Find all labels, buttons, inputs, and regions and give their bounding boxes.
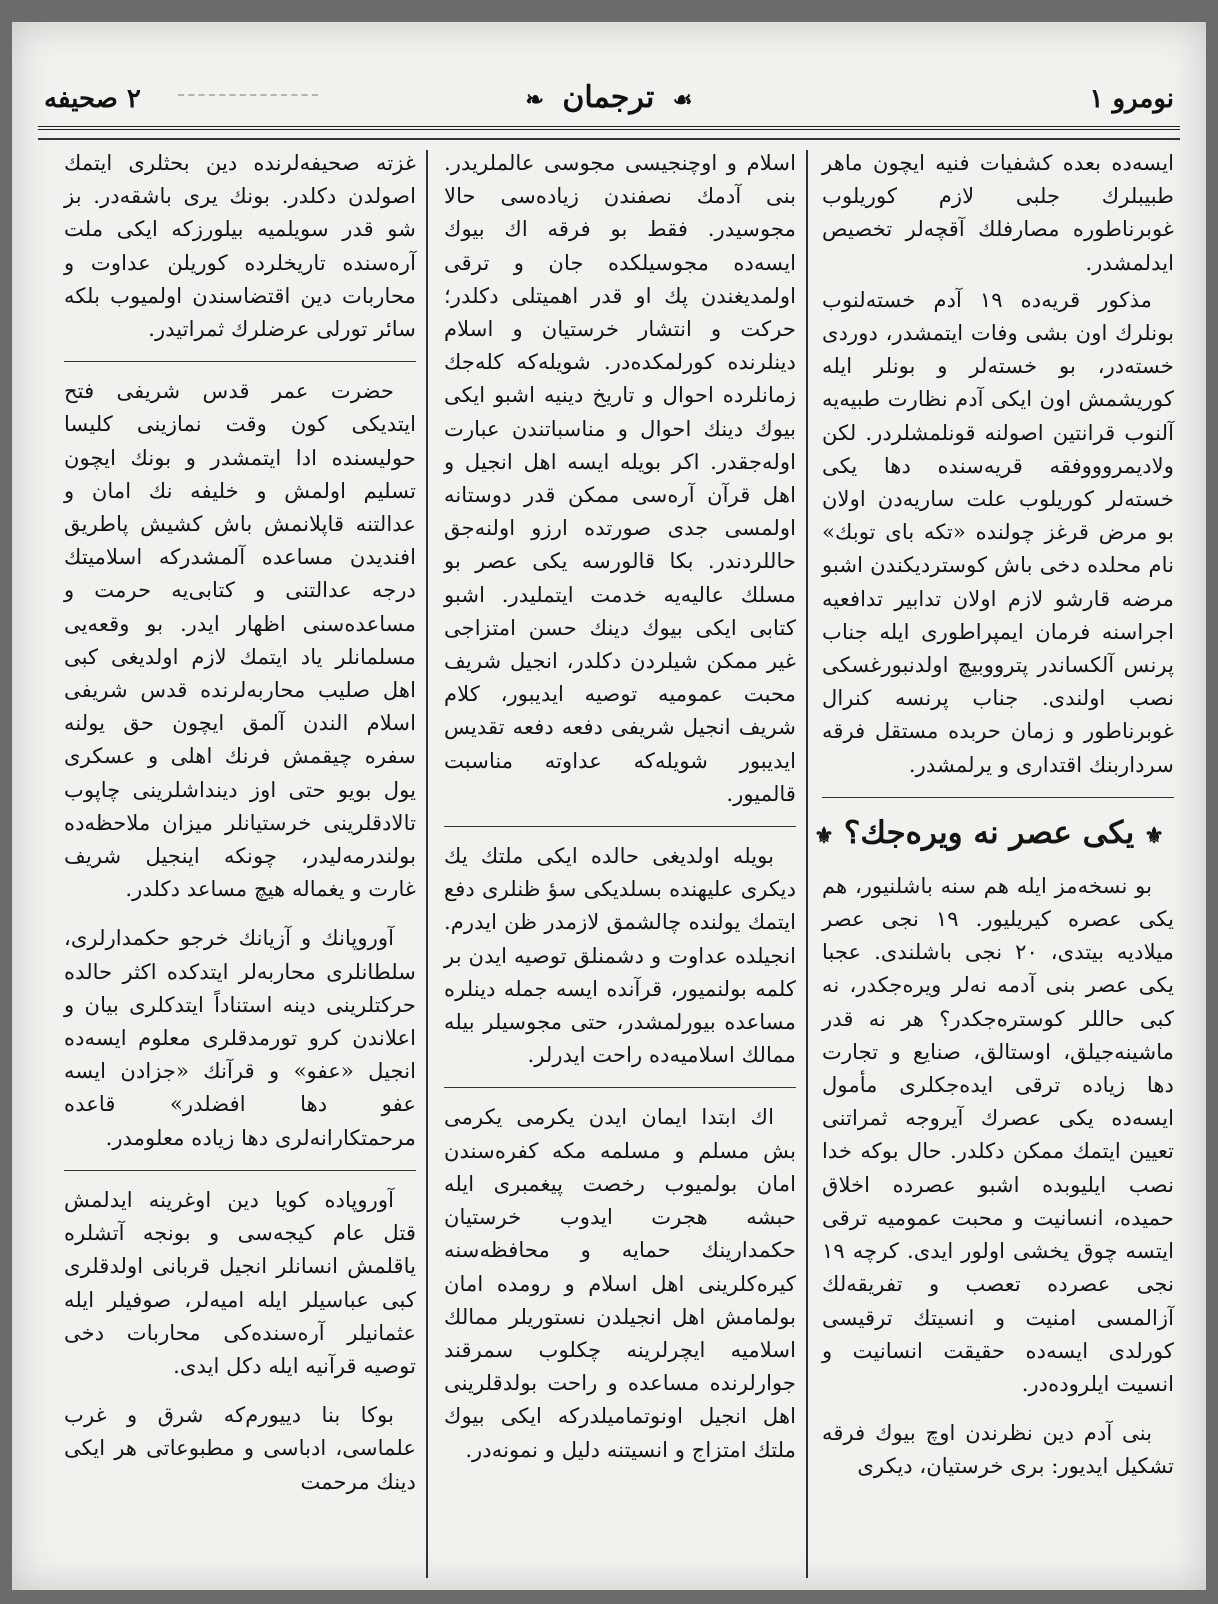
faded-print-mark: [178, 94, 318, 110]
issue-number: نومرو ۱: [1089, 84, 1174, 114]
column-divider: [806, 150, 808, 1578]
paragraph: بو نسخه‌مز ایله هم سنه باشلنیور، هم یکی عصره کیریلیور. ۱۹ نجی عصر میلادیه بیتدی، ۲۰ نجی باشلندی. عجبا یکی عصر بنی آدمه نه‌لر ویره‌جکدر، نه کبی حاللر کوستره‌جکدر؟ هر نه قدر ماشینه‌جیلق، اوستالق، صنایع و تجارت دها زیاده ترقی ایده‌جکلری مأمول ایسه‌ده یکی عصرك آیروجه ثمراتنی تعیین ایتمك ممکن دکلدر. حال بوکه خدا نصب ایلیوبده اشبو عصرده اخلاق حمیده، انسانیت و محبت عمومیه ترقی ایتسه چوق یخشی اولور ایدی. کرچه ۱۹ نجی عصرده تعصب و تفریقه‌لك آزالمسی امنیت و انسیتك ترقیسی کورلدی ایسه‌ده حقیقت انسانیت و انسیت ایلروده‌در.: [822, 872, 1174, 1396]
section-rule: [444, 1087, 796, 1088]
section-rule: [822, 797, 1174, 798]
section-rule: [444, 826, 796, 827]
paragraph: اك ابتدا ایمان ایدن یکرمی یکرمی بش مسلم و مسلمه مکه کفره‌سندن امان بولمیوب رخصت پیغمبری ایله حبشه هجرت ایدوب خرستیان حکمدارینك حمایه و محافظه‌سنه کیره‌کلرینی اهل اسلام و رومده امان بولمامش اهل انجیلدن نستوریلر ممالك اسلامیه ایچرلرینه چکلوب سمرقند جوارلرنده مساعده و راحت بولدقلرینی اهل انجیل اونوتمامیلدرکه ایکی بیوك ملتك امتزاج و انسیتنه دلیل و نمونه‌در.: [444, 1104, 796, 1462]
column-middle: [444, 146, 796, 1578]
newspaper-title: [517, 80, 700, 115]
title-text: ترجمان: [562, 80, 655, 115]
ornament-icon: ⚜: [1144, 822, 1164, 849]
ornament-right-icon: ☙: [672, 87, 693, 113]
paragraph: بوکا بنا دییورم‌که شرق و غرب علماسی، ادباسی و مطبوعاتی هر ایکی دینك مرحمت: [64, 1402, 416, 1494]
section-rule: [64, 361, 416, 362]
paragraph: بنی آدم دین نظرندن اوچ بیوك فرقه تشکیل ایدیور: بری خرستیان، دیکری: [822, 1420, 1174, 1479]
column-right: [814, 146, 1174, 1578]
section-rule: [64, 1170, 416, 1171]
masthead: [38, 70, 1180, 124]
columns: [42, 146, 1180, 1578]
ornament-icon: ⚜: [814, 822, 834, 849]
ornament-left-icon: ❧: [525, 87, 544, 113]
paragraph: مذکور قریه‌ده ۱۹ آدم خسته‌لنوب بونلرك اون بشی وفات ایتمشدر، دوردی خسته‌در، بو خسته‌لر و بونلر ایله کوریشمش اون ایکی آدم نظارت طبیه‌یه آلنوب قرانتین اصولنه قونلمشلردر. لکن ولادیمروووفقه قریه‌سنده دها یکی خسته‌لر کوریلوب علت ساریه‌دن اولان بو مرض قرغز چولنده «تکه بای توبك» نام محلده دخی باش کوستردیکندن اشبو مرضه قارشو لازم اولان تدابیر تدافعیه اجراسنه فرمان ایمپراطوری ایله جناب پرنس آلکساندر پترووبیچ اولدنبورغسکی نصب اولندی. جناب پرنسه کنرال غوبرناطور و زمان حربده مستقل فرقه سرداربنك اقتداری و یرلمشدر.: [822, 286, 1174, 777]
paragraph: آوروپاده کویا دین اوغرینه ایدلمش قتل عام کیجه‌سی و بونجه آتشلره یاقلمش انسانلر انجیل قربانی اولدقلری کبی عباسیلر ایله امیه‌لر، صوفیلر ایله عثمانیلر آره‌سنده‌کی محاربات دخی توصیه قرآنیه ایله دکل ایدی.: [64, 1186, 416, 1378]
paragraph: ایسه‌ده بعده کشفیات فنیه ایچون ماهر طبیبلرك جلبی لازم کوریلوب غوبرناطوره مصارفلك آقچه‌لر تخصیص ایدلمشدر.: [822, 150, 1174, 275]
section-heading-text: یکی عصر نه ویره‌جك؟: [843, 814, 1135, 851]
page-number: ۲ صحیفه: [44, 84, 141, 114]
header-double-rule: [38, 126, 1180, 130]
paragraph: غزته صحیفه‌لرنده دین بحثلری ایتمك اصولدن دکلدر. بونك یری باشقه‌در. بز شو قدر سویلمیه بیلورزکه ایکی ملت آره‌سنده تاریخلرده کوریلن عداوت و محاربات دین اقتضاسندن اولمیوب بلکه سائر تورلی عرضلرك ثمراتیدر.: [64, 150, 416, 342]
paragraph: حضرت عمر قدس شریفی فتح ایتدیکی کون وقت نمازینی کلیسا حولیسنده ادا ایتمشدر و بونك ایچون تسلیم اولمش و خلیفه نك امان و عدالتنه قاپلانمش باش کشیش پاطریق افندیدن مساعده آلمشدرکه اسلامیتك درجه عدالتنی و کتابی‌یه حرمت و مساعده‌سنی اظهار ایدر. بو وقعه‌یی مسلمانلر یاد ایتمك لازم اولدیغی کبی اهل صلیب محاربه‌لرنده قدس شریفی اسلام الندن آلمق ایچون حق یولنه سفره چیقمش فرنك اهلی و عسکری یول بویو حتی اوز دینداشلرینی چاپوب تالادقلرینی خرستیانلر میزان ملاحظه‌ده بولندرمه‌لیدر، چونکه اینجیل شریف غارت و یغماله هیچ مساعد دکلدر.: [64, 378, 416, 902]
paragraph: آوروپانك و آزیانك خرجو حکمدارلری، سلطانلری محاربه‌لر ایتدکده اکثر حالده حرکتلرینی دینه استناداً ایتدکلری بیان و اعلاندن کرو تورمدقلری معلوم ایسه‌ده انجیل «عفو» و قرآنك «جزادن ایسه عفو دها افضلدر» قاعده مرحمتکارانه‌لری دها زیاده معلومدر.: [64, 925, 416, 1150]
column-left: [64, 146, 416, 1578]
paragraph: اسلام و اوچنجیسی مجوسی عالملریدر. بنی آدمك نصفندن زیاده‌سی حالا مجوسیدر. فقط بو فرقه اك بیوك ایسه‌ده مجوسیلکده جان و ترقی اولمدیغندن پك او قدر اهمیتلی دکلدر؛ حرکت و انتشار خرستیان و اسلام دینلرنده کورلمکده‌در. شویله‌که کله‌جك زمانلرده احوال و تاریخ دینیه اشبو ایکی بیوك دینك احوال و مناسباتندن عبارت اوله‌جقدر. اکر بویله ایسه اهل انجیل و اهل قرآن آره‌سی ممکن قدر دوستانه اولمسی جدی صورتده ارزو اولنه‌جق حاللردندر. بکا قالورسه یکی عصر بو مسلك عالیه‌یه خدمت ایتملیدر. اشبو کتابی ایکی بیوك دینك حسن امتزاجی غیر ممکن شیلردن دکلدر، انجیل شریف محبت عمومیه توصیه ایدیبور، کلام شریف انجیل شریفی دفعه دفعه تقدیس ایدیبور شویله‌که عداوته مناسبت قالمیور.: [444, 150, 796, 806]
newspaper-page: [12, 22, 1206, 1590]
header-rule: [38, 138, 1180, 140]
paragraph: بویله اولدیغی حالده ایکی ملتك یك دیکری علیهنده بسلدیکی سؤ ظنلری دفع ایتمك یولنده چالشمق لازمدر ظن ایدرم. انجیلده عداوت و دشمنلق توصیه ایدن بر کلمه بولنمیور، قرآنده ایسه جمله دینلره مساعده بیورلمشدر، حتی مجوسیلر بیله ممالك اسلامیه‌ده راحت ایدرلر.: [444, 843, 796, 1068]
section-heading: [814, 810, 1174, 859]
column-divider: [426, 150, 428, 1578]
